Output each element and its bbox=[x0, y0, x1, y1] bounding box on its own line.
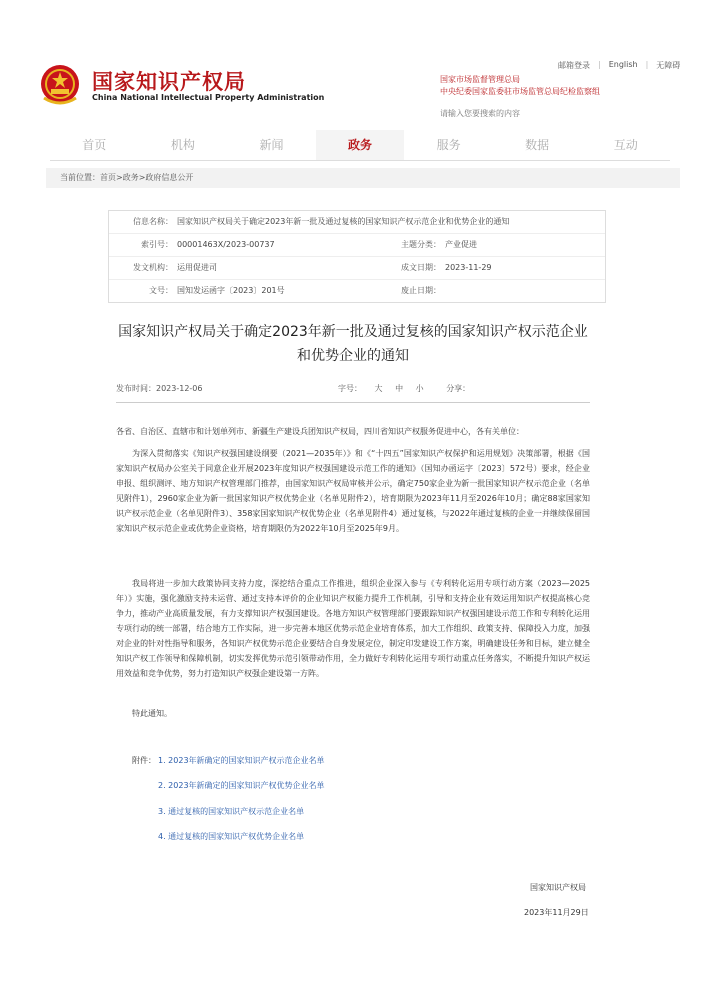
main-nav bbox=[50, 130, 670, 161]
search-input[interactable] bbox=[436, 105, 674, 121]
publish-time: 发布时间：2023-12-06 bbox=[116, 384, 203, 393]
article-title bbox=[100, 320, 606, 368]
font-size-medium[interactable]: 中 bbox=[395, 384, 404, 393]
share-label[interactable]: 分享： bbox=[446, 384, 471, 393]
attachment-link-4[interactable]: 4. 通过复核的国家知识产权优势企业名单 bbox=[158, 832, 305, 841]
font-size-controls bbox=[338, 383, 480, 394]
category-value: 产业促进 bbox=[445, 240, 477, 249]
article-title-line2: 和优势企业的通知 bbox=[297, 348, 409, 364]
index-value: 00001463X/2023-00737 bbox=[177, 240, 275, 249]
paragraph-1: 为深入贯彻落实《知识产权强国建设纲要（2021—2035年）》和《“十四五”国家知识产权保护和运用规划》决策部署，根据《国家知识产权局办公室关于同意企业开展2023年度知识产权强国建设示范工作的通知》（国知办函运字〔2023〕572号）要求，经企业申报、组织测评、地方知识产权管理部门推荐，由国家知识产权局审核并公示，确定750家企业为新一批国家知识产权示范企业（名单见附件1），2960家企业为新一批国家知识产权优势企业（名单见附件2），培育期限为2023年11月至2026年10月；确定88家国家知识产权示范企业（名单见附件3）、358家国家知识产权优势企业（名单见附件4）通过复核，与2022年通过复核的企业一并继续保留国家知识产权示范企业或优势企业资格，培育期限仍为2022年10月至2025年9月。 bbox=[116, 449, 590, 533]
nav-organization[interactable]: 机构 bbox=[170, 138, 195, 152]
closing: 特此通知。 bbox=[132, 709, 172, 718]
divider: | bbox=[645, 60, 649, 69]
attachment-link-2[interactable]: 2. 2023年新确定的国家知识产权优势企业名单 bbox=[158, 781, 325, 790]
site-title[interactable]: 国家知识产权局 bbox=[92, 70, 246, 94]
partner-link-discipline[interactable]: 中央纪委国家监委驻市场监管总局纪检监察组 bbox=[440, 87, 600, 96]
salutation: 各省、自治区、直辖市和计划单列市、新疆生产建设兵团知识产权局，四川省知识产权服务促进中心，各有关单位： bbox=[116, 427, 524, 436]
nav-government-affairs[interactable]: 政务 bbox=[316, 130, 405, 160]
document-meta-table bbox=[108, 210, 606, 303]
accessibility-link[interactable]: 无障碍 bbox=[656, 61, 681, 70]
nav-home[interactable]: 首页 bbox=[82, 138, 107, 152]
font-size-large[interactable]: 大 bbox=[374, 384, 383, 393]
mail-login-link[interactable]: 邮箱登录 bbox=[558, 61, 590, 70]
sign-date: 2023年11月29日 bbox=[524, 908, 589, 917]
site-subtitle: China National Intellectual Property Administration bbox=[92, 93, 325, 102]
font-size-small[interactable]: 小 bbox=[415, 384, 424, 393]
attachment-link-3[interactable]: 3. 通过复核的国家知识产权示范企业名单 bbox=[158, 807, 305, 816]
docno-label: 文号： bbox=[149, 286, 173, 295]
divider: | bbox=[598, 60, 601, 69]
article-title-line1: 国家知识产权局关于确定2023年新一批及通过复核的国家知识产权示范企业 bbox=[118, 324, 588, 340]
paragraph-2: 我局将进一步加大政策协同支持力度，深挖结合重点工作推进，组织企业深入参与《专利转化运用专项行动方案（2023—2025年）》实施，强化激励支持未运营、通过支持本评价的企业知识产权能力提升工作机制，引导和支持企业有效运用知识产权提高核心竞争力，推动产业高质量发展，有力支撑知识产权强国建设。各地方知识产权管理部门要跟踪知识产权强国建设示范工作和专利转化运用专项行动的统一部署，结合地方工作实际，进一步完善本地区优势示范企业培育体系，加大工作组织、政策支持、保障投入力度，加强对企业的针对性指导和服务，各知识产权优势示范企业要结合自身发展定位，制定印发建设工作方案，明确建设任务和目标，建立健全知识产权工作领导和保障机制，切实发挥优势示范引领带动作用，全力做好专利转化运用专项行动重点任务落实，不断提升知识产权运用效益和竞争优势，努力打造知识产权强企建设第一方阵。 bbox=[116, 579, 590, 678]
top-links bbox=[550, 60, 688, 71]
info-name-label: 信息名称： bbox=[133, 217, 173, 226]
expire-label: 废止日期： bbox=[401, 286, 441, 295]
nav-interaction[interactable]: 互动 bbox=[613, 138, 638, 152]
date-value: 2023-11-29 bbox=[445, 263, 492, 272]
english-link[interactable]: English bbox=[608, 60, 638, 69]
attachments-label: 附件： bbox=[132, 756, 156, 765]
attachment-link-1[interactable]: 1. 2023年新确定的国家知识产权示范企业名单 bbox=[158, 756, 325, 765]
issuer-value: 运用促进司 bbox=[177, 263, 217, 272]
index-label: 索引号： bbox=[141, 240, 173, 249]
info-name-value: 国家知识产权局关于确定2023年新一批及通过复核的国家知识产权示范企业和优势企业的通知 bbox=[177, 217, 510, 226]
category-label: 主题分类： bbox=[401, 240, 441, 249]
breadcrumb: 当前位置：首页>政务>政府信息公开 bbox=[46, 168, 680, 188]
nav-data[interactable]: 数据 bbox=[525, 138, 550, 152]
date-label: 成文日期： bbox=[401, 263, 441, 272]
national-emblem-icon bbox=[36, 62, 84, 110]
nav-services[interactable]: 服务 bbox=[436, 138, 461, 152]
issuer-label: 发文机构： bbox=[133, 263, 173, 272]
divider bbox=[116, 402, 590, 403]
font-size-label: 字号： bbox=[338, 384, 362, 393]
docno-value: 国知发运函字〔2023〕201号 bbox=[177, 286, 285, 295]
signature: 国家知识产权局 bbox=[530, 883, 586, 892]
nav-news[interactable]: 新闻 bbox=[259, 138, 284, 152]
partner-link-samr[interactable]: 国家市场监督管理总局 bbox=[440, 75, 520, 84]
